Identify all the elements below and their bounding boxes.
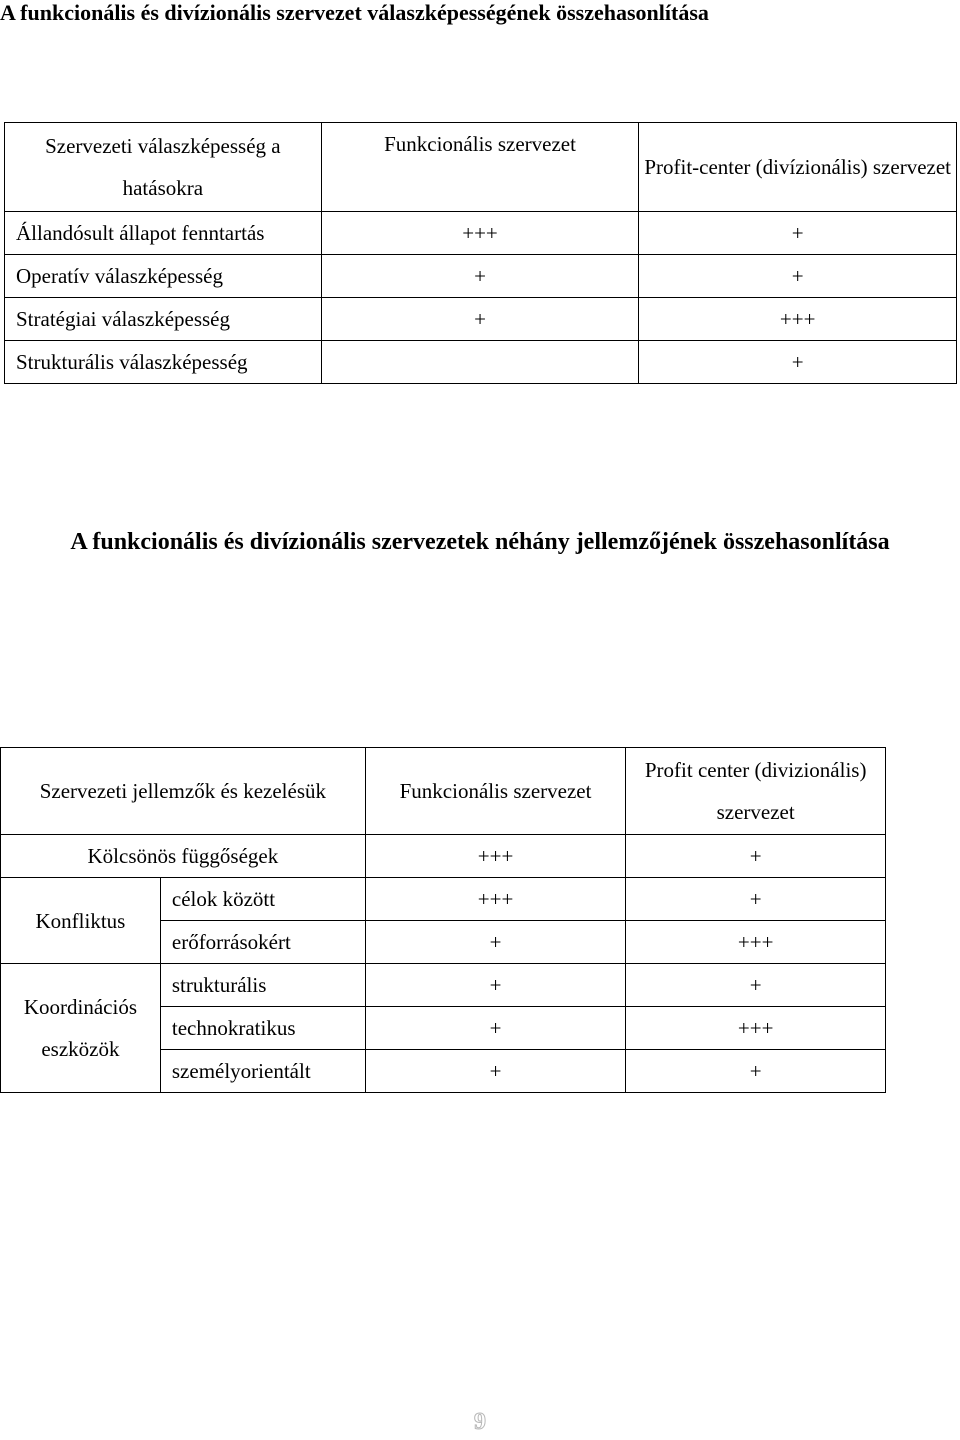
row-label: technokratikus [160, 1007, 365, 1050]
row-label: Operatív válaszképesség [5, 255, 322, 298]
header-functional: Funkcionális szervezet [321, 123, 639, 212]
row-label: Állandósult állapot fenntartás [5, 212, 322, 255]
profit-center-value: +++ [626, 1007, 886, 1050]
row-label: erőforrásokért [160, 921, 365, 964]
group-label-conflict: Konfliktus [1, 878, 161, 964]
header-profit-center: Profit-center (divízionális) szervezet [639, 123, 957, 212]
group-label-coordination: Koordinációs eszközök [1, 964, 161, 1093]
page-number: 9 [474, 1409, 486, 1435]
functional-value: + [365, 964, 626, 1007]
profit-center-value: + [639, 255, 957, 298]
table-header-row [5, 123, 957, 212]
functional-value: + [321, 298, 639, 341]
row-label: Kölcsönös függőségek [1, 835, 366, 878]
table-row [1, 964, 886, 1007]
section1-title: A funkcionális és divízionális szervezet válaszképességének összehasonlítása [0, 0, 709, 25]
profit-center-value: + [626, 835, 886, 878]
row-label: célok között [160, 878, 365, 921]
row-label: Stratégiai válaszképesség [5, 298, 322, 341]
header-responsiveness: Szervezeti válaszképesség a hatásokra [5, 123, 322, 212]
row-label: strukturális [160, 964, 365, 1007]
functional-value: +++ [321, 212, 639, 255]
functional-value: +++ [365, 835, 626, 878]
table-row [5, 298, 957, 341]
functional-value: +++ [365, 878, 626, 921]
profit-center-value: + [626, 1050, 886, 1093]
profit-center-value: + [639, 212, 957, 255]
table-header-row [1, 748, 886, 835]
header-characteristics: Szervezeti jellemzők és kezelésük [1, 748, 366, 835]
table-row [1, 835, 886, 878]
profit-center-value: + [639, 341, 957, 384]
profit-center-value: +++ [639, 298, 957, 341]
responsiveness-table [4, 122, 957, 384]
section2-title: A funkcionális és divízionális szervezetek néhány jellemzőjének összehasonlítása [70, 529, 890, 555]
characteristics-table [0, 747, 886, 1093]
functional-value: + [365, 1007, 626, 1050]
table-row [5, 212, 957, 255]
header-profit-center: Profit center (divizionális) szervezet [626, 748, 886, 835]
table-row [1, 878, 886, 921]
functional-value [321, 341, 639, 384]
profit-center-value: + [626, 878, 886, 921]
row-label: Strukturális válaszképesség [5, 341, 322, 384]
profit-center-value: + [626, 964, 886, 1007]
profit-center-value: +++ [626, 921, 886, 964]
row-label: személyorientált [160, 1050, 365, 1093]
table-row [5, 341, 957, 384]
table-row [5, 255, 957, 298]
functional-value: + [365, 1050, 626, 1093]
functional-value: + [365, 921, 626, 964]
header-functional: Funkcionális szervezet [365, 748, 626, 835]
functional-value: + [321, 255, 639, 298]
